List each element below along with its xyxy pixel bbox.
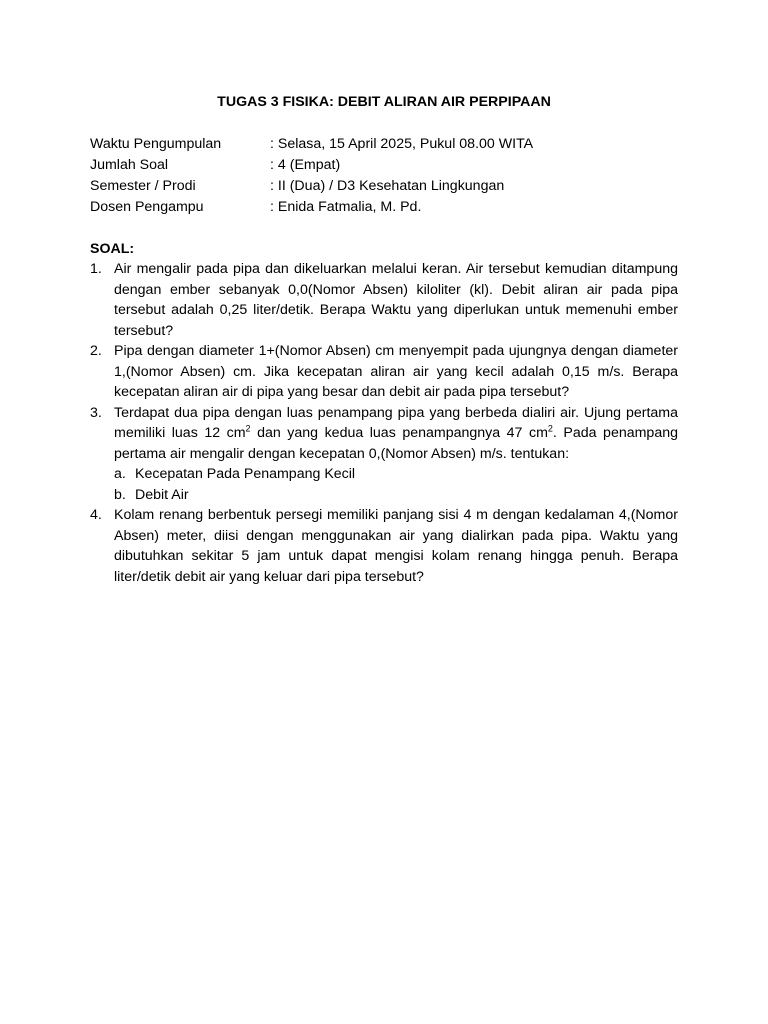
question-list [90,259,678,587]
question-text: Kolam renang berbentuk persegi memiliki panjang sisi 4 m dengan kedalaman 4,(Nomor Absen) meter, diisi dengan menggunakan air yang dialirkan pada pipa. Waktu yang dibutuhkan sekitar 5 jam untuk dapat mengisi kolam renang hingga penuh. Berapa liter/detik debit air yang keluar dari pipa tersebut? [114,507,678,585]
info-row-waktu [90,134,678,155]
question-text-part: . Pada penampang pertama air mengalir dengan kecepatan 0,(Nomor Absen) m/s. tentukan: [114,425,678,462]
document-title: TUGAS 3 FISIKA: DEBIT ALIRAN AIR PERPIPAAN [217,94,551,110]
info-label: Dosen Pengampu [90,199,204,215]
question-number: 1. [90,261,102,277]
sub-question-list [114,464,678,505]
superscript: 2 [245,423,251,434]
info-row-semester [90,176,678,197]
info-table [90,134,678,218]
info-row-dosen [90,197,678,218]
question-item [90,403,678,506]
info-value: : Enida Fatmalia, M. Pd. [270,199,422,215]
sub-question-letter: a. [114,466,126,482]
question-text [114,403,678,506]
sub-question-item [114,485,678,506]
question-number: 4. [90,507,102,523]
question-text-part: dan yang kedua luas penampangnya 47 cm [250,425,548,441]
question-item [90,341,678,403]
info-label: Semester / Prodi [90,178,196,194]
question-item [90,259,678,341]
question-number: 2. [90,343,102,359]
info-value: : II (Dua) / D3 Kesehatan Lingkungan [270,178,505,194]
superscript: 2 [547,423,553,434]
info-label: Jumlah Soal [90,157,169,173]
sub-question-letter: b. [114,486,126,503]
sub-question-item [114,464,678,485]
sub-question-text: Debit Air [135,486,189,503]
question-text: Air mengalir pada pipa dan dikeluarkan melalui keran. Air tersebut kemudian ditampung dengan ember sebanyak 0,0(Nomor Absen) kiloliter (kl). Debit aliran air pada pipa tersebut adalah 0,25 liter/detik. Berapa Waktu yang diperlukan untuk memenuhi ember tersebut? [114,261,678,339]
question-text: Pipa dengan diameter 1+(Nomor Absen) cm menyempit pada ujungnya dengan diameter 1,(Nomor Absen) cm. Jika kecepatan aliran air yang kecil adalah 0,15 m/s. Berapa kecepatan aliran air di pipa yang besar dan debit air pada pipa tersebut? [114,343,678,400]
soal-heading: SOAL: [90,241,135,257]
info-label: Waktu Pengumpulan [90,136,222,152]
info-value: : Selasa, 15 April 2025, Pukul 08.00 WITA [270,136,534,152]
info-value: : 4 (Empat) [270,157,341,173]
sub-question-text: Kecepatan Pada Penampang Kecil [135,466,356,482]
question-item [90,505,678,587]
question-number: 3. [90,404,102,421]
question-text-part: Terdapat dua pipa dengan luas penampang pipa yang berbeda dialiri air. Ujung pertama memiliki luas 12 cm [114,404,678,441]
info-row-jumlah [90,155,678,176]
